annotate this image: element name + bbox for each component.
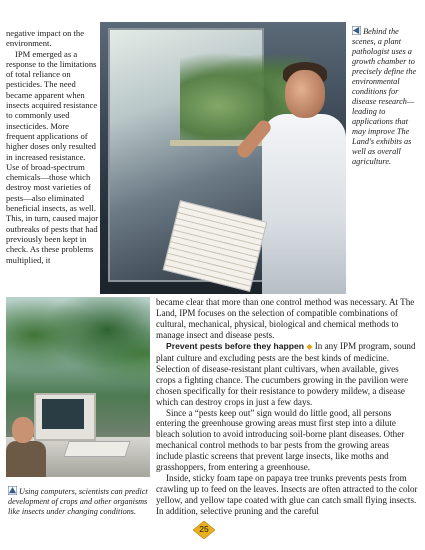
caption-pointer-left-icon <box>352 26 361 35</box>
main-text-column <box>156 297 418 517</box>
growth-chamber-photo <box>100 22 346 294</box>
main-paragraph-4: Inside, sticky foam tape on papaya tree trunks prevents pests from crawling up to feed on the leaves. Insects are often attracted to the color yellow, and yellow tape coated with glue can catch small flying insects. In addition, selective pruning and the careful <box>156 473 418 517</box>
left-paragraph-2: IPM emerged as a response to the limitations of total reliance on pesticides. The need became apparent when insects acquired resistance to commonly used insecticides. More frequent applications of higher doses only resulted in increased resistance. Use of broad-spectrum chemicals—those which destroy most varieties of pests—also eliminated beneficial insects, as well. This, in turn, caused major outbreaks of pests that had previously been kept in check. As these problems multiplied, it <box>6 48 99 265</box>
left-paragraph-1: negative impact on the environment. <box>6 28 85 49</box>
main-paragraph-3: Since a “pests keep out” sign would do little good, all persons entering the greenhouse growing areas must first step into a dilute bleach solution to avoid introducing soil-borne plant diseases. Other mechanical control methods to bar pests from the growing areas include plastic screens that prevent large insects, like moths and grasshoppers, from entering a greenhouse. <box>156 407 405 473</box>
page-number <box>193 521 215 539</box>
photo-caption-bottom <box>8 486 148 517</box>
caption-pointer-up-icon <box>8 486 17 495</box>
main-paragraph-2 <box>156 341 418 408</box>
computer-workstation-photo <box>6 297 150 477</box>
caption-top-text: Behind the scenes, a plant pathologist uses a growth chamber to precisely define the environmental conditions for disease research—leading to applications that may improve The Land's exhibits as well as overall agriculture. <box>352 27 417 166</box>
section-subhead: Prevent pests before they happen <box>166 340 305 351</box>
diamond-bullet-icon: ◆ <box>306 341 313 351</box>
main-paragraph-1: became clear that more than one control method was necessary. At The Land, IPM focuses on the selection of compatible combinations of cultural, mechanical, physical, biological and chemical methods to manage insect and disease pests. <box>156 297 415 340</box>
left-text-column <box>6 28 99 265</box>
main-paragraph-2-text: In any IPM program, sound plant culture and excluding pests are the best kinds of medicine. Selection of disease-resistant plant cultivars, when available, gives crops a fighting chance. The cucumbers growing in the pavilion were chosen specifically for their resistance to powdery mildew, a disease which can destroy crops in just a few days. <box>156 340 416 407</box>
page-number-text: 25 <box>199 524 209 534</box>
caption-bottom-text: Using computers, scientists can predict development of crops and other organisms like insects under changing conditions. <box>8 487 148 516</box>
photo-caption-top <box>352 26 422 167</box>
